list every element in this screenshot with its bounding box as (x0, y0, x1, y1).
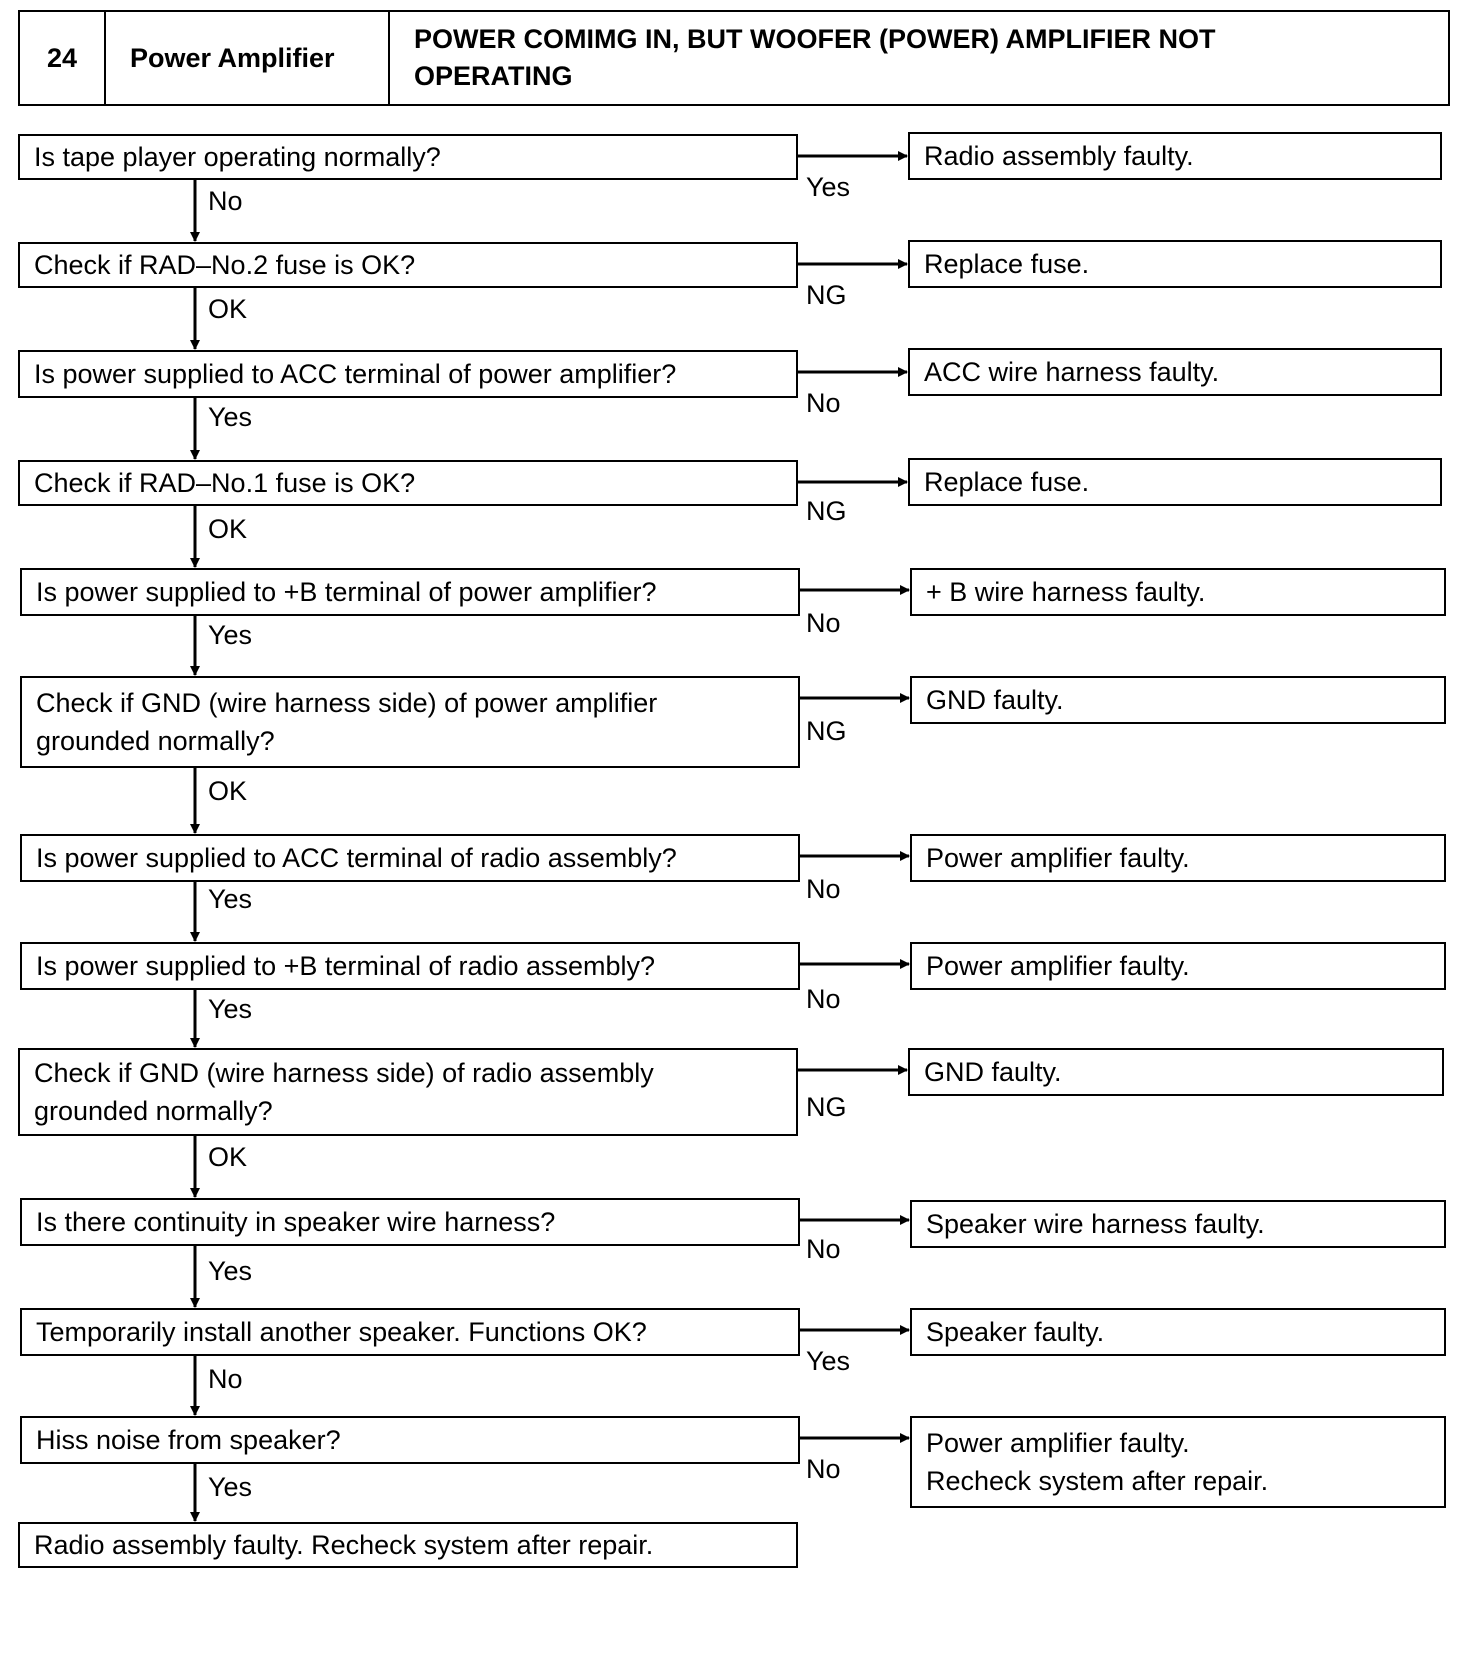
question-text: Check if RAD–No.2 fuse is OK? (34, 250, 416, 280)
result-box-6 (910, 676, 1446, 724)
result-text: Power amplifier faulty. (926, 951, 1190, 981)
result-text: Speaker wire harness faulty. (926, 1209, 1265, 1239)
question-box-7 (20, 834, 800, 882)
result-text: Power amplifier faulty. Recheck system after repair. (926, 1428, 1269, 1496)
branch-label-7: No (806, 874, 841, 904)
question-box-8 (20, 942, 800, 990)
flow-label-2: OK (208, 294, 248, 324)
question-box-10 (20, 1198, 800, 1246)
branch-label-8: No (806, 984, 841, 1014)
question-box-9 (18, 1048, 798, 1136)
question-box-4 (18, 460, 798, 506)
branch-label-10: No (806, 1234, 841, 1264)
result-text: GND faulty. (926, 685, 1064, 715)
result-text: Radio assembly faulty. (924, 141, 1194, 171)
result-box-11 (910, 1308, 1446, 1356)
result-text: GND faulty. (924, 1057, 1062, 1087)
question-text: Check if RAD–No.1 fuse is OK? (34, 468, 416, 498)
result-box-1 (908, 132, 1442, 180)
question-text: Check if GND (wire harness side) of power amplifier grounded normally? (36, 688, 658, 756)
branch-label-5: No (806, 608, 841, 638)
question-text: Is power supplied to +B terminal of power amplifier? (36, 577, 657, 607)
result-text: Power amplifier faulty. (926, 843, 1190, 873)
branch-label-1: Yes (806, 172, 851, 202)
final-result-text: Radio assembly faulty. Recheck system after repair. (34, 1530, 654, 1560)
question-text: Hiss noise from speaker? (36, 1425, 341, 1455)
question-box-12 (20, 1416, 800, 1464)
section-number-text: 24 (46, 42, 78, 73)
flow-label-1: No (208, 186, 243, 216)
result-box-7 (910, 834, 1446, 882)
flow-label-10: Yes (208, 1256, 253, 1286)
flow-label-11: No (208, 1364, 243, 1394)
question-text: Temporarily install another speaker. Functions OK? (36, 1317, 647, 1347)
flow-label-3: Yes (208, 402, 253, 432)
question-text: Is power supplied to ACC terminal of radio assembly? (36, 843, 677, 873)
branch-label-12: No (806, 1454, 841, 1484)
result-box-9 (908, 1048, 1444, 1096)
result-box-12 (910, 1416, 1446, 1508)
question-box-1 (18, 134, 798, 180)
result-text: Replace fuse. (924, 249, 1090, 279)
flow-label-4: OK (208, 514, 248, 544)
branch-label-6: NG (806, 716, 847, 746)
question-box-11 (20, 1308, 800, 1356)
flow-label-12: Yes (208, 1472, 253, 1502)
result-text: + B wire harness faulty. (926, 577, 1206, 607)
flow-label-7: Yes (208, 884, 253, 914)
result-box-8 (910, 942, 1446, 990)
branch-label-4: NG (806, 496, 847, 526)
branch-label-11: Yes (806, 1346, 851, 1376)
question-box-2 (18, 242, 798, 288)
result-box-3 (908, 348, 1442, 396)
question-text: Is there continuity in speaker wire harness? (36, 1207, 556, 1237)
question-text: Is tape player operating normally? (34, 142, 441, 172)
flow-label-8: Yes (208, 994, 253, 1024)
result-box-2 (908, 240, 1442, 288)
question-text: Is power supplied to ACC terminal of power amplifier? (34, 359, 677, 389)
result-text: ACC wire harness faulty. (924, 357, 1220, 387)
flow-label-9: OK (208, 1142, 248, 1172)
result-box-10 (910, 1200, 1446, 1248)
final-result-box (18, 1522, 798, 1568)
result-text: Speaker faulty. (926, 1317, 1105, 1347)
result-box-5 (910, 568, 1446, 616)
question-text: Is power supplied to +B terminal of radio assembly? (36, 951, 656, 981)
question-box-3 (18, 350, 798, 398)
question-text: Check if GND (wire harness side) of radio assembly grounded normally? (34, 1058, 654, 1126)
branch-label-9: NG (806, 1092, 847, 1122)
page-title-text: POWER COMIMG IN, BUT WOOFER (POWER) AMPLIFIER NOT OPERATING (414, 24, 1216, 91)
branch-label-2: NG (806, 280, 847, 310)
branch-label-3: No (806, 388, 841, 418)
flow-label-6: OK (208, 776, 248, 806)
result-box-4 (908, 458, 1442, 506)
question-box-5 (20, 568, 800, 616)
flow-label-5: Yes (208, 620, 253, 650)
question-box-6 (20, 676, 800, 768)
result-text: Replace fuse. (924, 467, 1090, 497)
section-name-text: Power Amplifier (130, 42, 335, 73)
